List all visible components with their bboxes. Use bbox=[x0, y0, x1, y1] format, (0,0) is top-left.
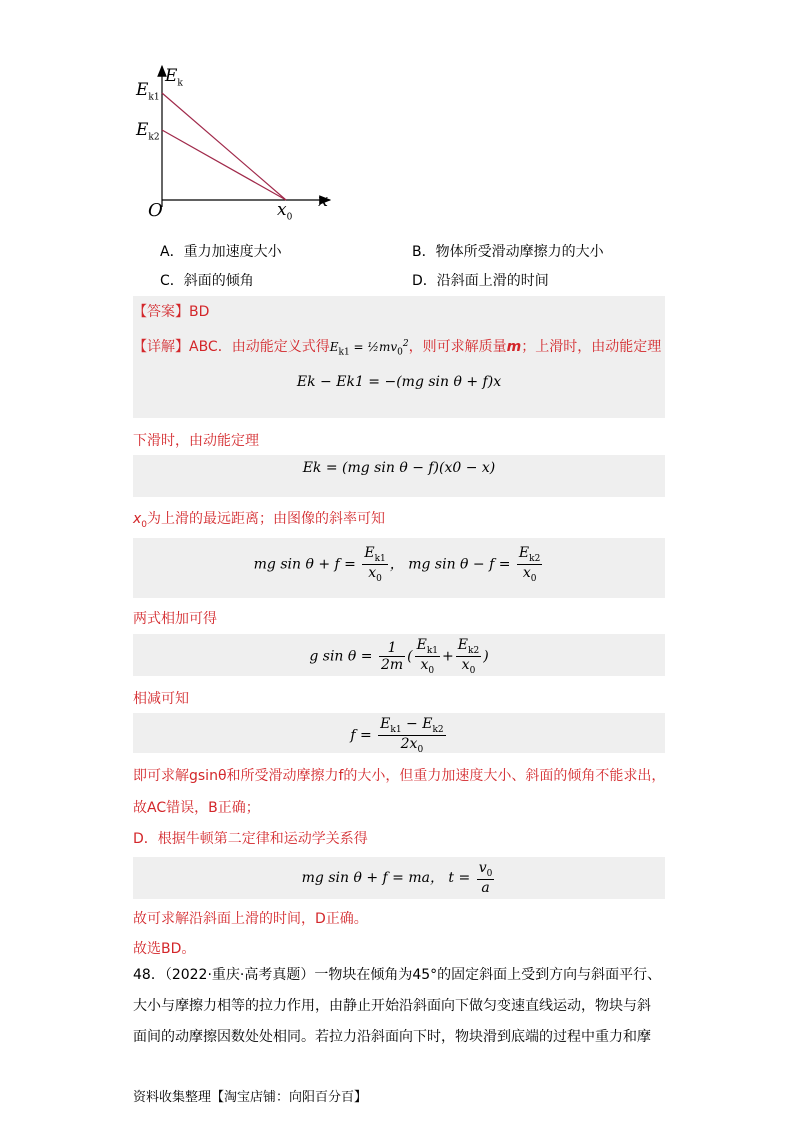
d-line: D．根据牛顿第二定律和运动学关系得 bbox=[133, 831, 368, 847]
equation-3: mg sin θ + f = $\frac{E_{k1}}{x_0}$ ， mg sin θ − f = $\frac{E_{k2}}{x_0}$ bbox=[253, 545, 541, 584]
option-c: C．斜面的倾角 bbox=[160, 273, 254, 289]
option-d: D．沿斜面上滑的时间 bbox=[412, 273, 549, 289]
equation-6: mg sin θ + f = ma， t = $\frac{v_0}{a}$ bbox=[301, 860, 493, 897]
equation-4: g sin θ = $\frac{1}{2m}$ ( $\frac{E_{k1}}{x_0}$ + $\frac{E_{k2}}{x_0}$ ) bbox=[309, 637, 489, 676]
question-line-2: 大小与摩擦力相等的拉力作用，由静止开始沿斜面向下做匀变速直线运动，物块与斜 bbox=[133, 998, 651, 1014]
option-a: A．重力加速度大小 bbox=[160, 244, 282, 260]
line-ek2 bbox=[162, 130, 286, 200]
question-line-3: 面间的动摩擦因数处处相同。若拉力沿斜面向下时，物块滑到底端的过程中重力和摩 bbox=[133, 1029, 651, 1045]
label-ek2: $E_{k2}$ bbox=[136, 120, 160, 143]
axis-label-x: x bbox=[318, 190, 329, 211]
line-ek1 bbox=[162, 93, 286, 200]
equation-1: Ek − Ek1 = −(mg sin θ + f)x bbox=[296, 374, 502, 390]
downhill-text: 下滑时，由动能定理 bbox=[133, 433, 259, 449]
choose-text: 故选BD。 bbox=[133, 941, 196, 957]
equation-5: f = $\frac{E_{k1} - E_{k2}}{2x_0}$ bbox=[350, 716, 444, 755]
axis-label-ek: $E_k$ bbox=[165, 66, 183, 89]
question-line-1: 48．（2022·重庆·高考真题）一物块在倾角为45°的固定斜面上受到方向与斜面平行、 bbox=[133, 967, 662, 983]
d-result: 故可求解沿斜面上滑的时间，D正确。 bbox=[133, 911, 368, 927]
solve-line-1: 即可求解gsinθ和所受滑动摩擦力f的大小，但重力加速度大小、斜面的倾角不能求出， bbox=[133, 768, 666, 784]
footer: 资料收集整理【淘宝店铺：向阳百分百】 bbox=[133, 1090, 368, 1105]
label-x0: $x_0$ bbox=[277, 200, 293, 223]
add-text: 两式相加可得 bbox=[133, 611, 217, 627]
option-b: B．物体所受滑动摩擦力的大小 bbox=[412, 244, 604, 260]
subtract-text: 相减可知 bbox=[133, 691, 189, 707]
equation-2: Ek = (mg sin θ − f)(x0 − x) bbox=[302, 460, 496, 476]
question-48 bbox=[133, 960, 693, 1053]
solve-line-2: 故AC错误，B正确； bbox=[133, 800, 260, 816]
origin-label: O bbox=[148, 200, 163, 221]
label-ek1: $E_{k1}$ bbox=[136, 80, 160, 103]
detail-line: 【详解】ABC．由动能定义式得$E_{k1}$ = $\frac{1}{2}mv_0^2$，则可求解质量m；上滑时，由动能定理 bbox=[133, 339, 662, 358]
x0-text: $x_0$为上滑的最远距离；由图像的斜率可知 bbox=[133, 511, 386, 530]
answer-label: 【答案】BD bbox=[133, 304, 210, 320]
